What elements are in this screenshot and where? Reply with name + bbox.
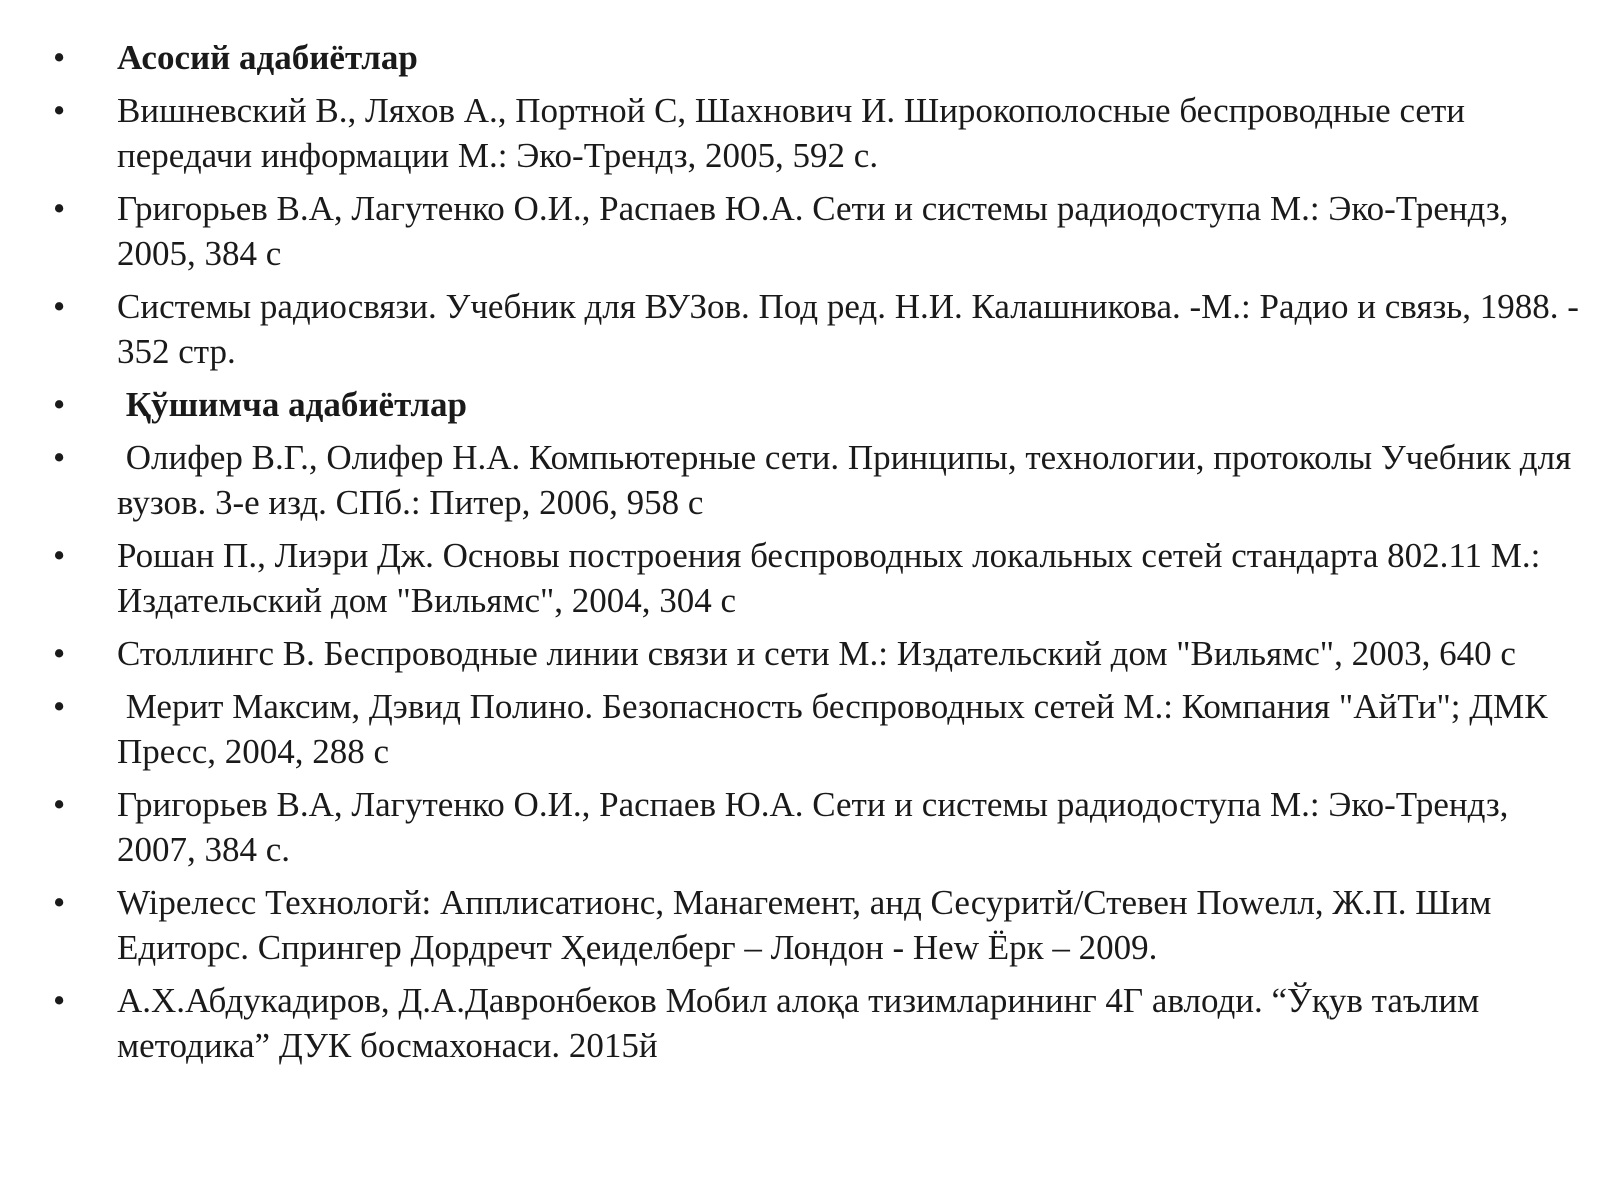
reference-text: Григорьев В.А, Лагутенко О.И., Распаев Ю.А. Сети и системы радиодоступа М.: Эко-Трендз, 2007, 384 с. bbox=[117, 785, 1509, 869]
reference-text: Столлингс В. Беспроводные линии связи и сети М.: Издательский дом "Вильямс", 2003, 640 с bbox=[117, 634, 1516, 673]
bullet-marker: • bbox=[53, 385, 66, 424]
list-item bbox=[50, 435, 1590, 525]
list-heading-additional-literature bbox=[50, 382, 1590, 427]
bullet-marker: • bbox=[53, 287, 66, 326]
bullet-marker: • bbox=[53, 38, 66, 77]
bullet-marker: • bbox=[53, 981, 66, 1020]
reference-text: Олифер В.Г., Олифер Н.А. Компьютерные сети. Принципы, технологии, протоколы Учебник для вузов. 3-е изд. СПб.: Питер, 2006, 958 с bbox=[117, 438, 1580, 522]
reference-text: Мерит Максим, Дэвид Полино. Безопасность беспроводных сетей М.: Компания "АйТи"; ДМК Пресс, 2004, 288 с bbox=[117, 687, 1557, 771]
heading-text: Қўшимча адабиётлар bbox=[117, 385, 467, 424]
reference-text: Wipелесс Технологй: Апплисатионс, Манагемент, анд Сесуритй/Стевен Поwелл, Ж.П. Шим Едиторс. Спрингер Дордречт Ҳеиделберг – Лондон - Неw Ёрк – 2009. bbox=[117, 883, 1492, 967]
bullet-marker: • bbox=[53, 438, 66, 477]
list-item bbox=[50, 978, 1590, 1068]
heading-text: Асосий адабиётлар bbox=[117, 38, 418, 77]
reference-text: Григорьев В.А, Лагутенко О.И., Распаев Ю.А. Сети и системы радиодоступа М.: Эко-Трендз, 2005, 384 с bbox=[117, 189, 1509, 273]
list-heading-main-literature bbox=[50, 35, 1590, 80]
bullet-marker: • bbox=[53, 91, 66, 130]
bullet-marker: • bbox=[53, 189, 66, 228]
bullet-marker: • bbox=[53, 687, 66, 726]
list-item bbox=[50, 186, 1590, 276]
list-item bbox=[50, 284, 1590, 374]
reference-text: Системы радиосвязи. Учебник для ВУЗов. Под ред. Н.И. Калашникова. -М.: Радио и связь, 1988. - 352 стр. bbox=[117, 287, 1579, 371]
reference-text: А.Х.Абдукадиров, Д.А.Давронбеков Мобил алоқа тизимларининг 4Г авлоди. “Ўқув таълим методика” ДУК босмахонаси. 2015й bbox=[117, 981, 1480, 1065]
list-item bbox=[50, 88, 1590, 178]
list-item bbox=[50, 782, 1590, 872]
bullet-marker: • bbox=[53, 883, 66, 922]
bullet-marker: • bbox=[53, 634, 66, 673]
bullet-marker: • bbox=[53, 536, 66, 575]
bibliography-list bbox=[50, 35, 1590, 1076]
reference-text: Вишневский В., Ляхов А., Портной С, Шахнович И. Широкополосные беспроводные сети передачи информации М.: Эко-Трендз, 2005, 592 с. bbox=[117, 91, 1465, 175]
list-item bbox=[50, 880, 1590, 970]
reference-text: Рошан П., Лиэри Дж. Основы построения беспроводных локальных сетей стандарта 802.11 М.: Издательский дом "Вильямс", 2004, 304 с bbox=[117, 536, 1541, 620]
bullet-marker: • bbox=[53, 785, 66, 824]
list-item bbox=[50, 684, 1590, 774]
list-item bbox=[50, 533, 1590, 623]
list-item bbox=[50, 631, 1590, 676]
